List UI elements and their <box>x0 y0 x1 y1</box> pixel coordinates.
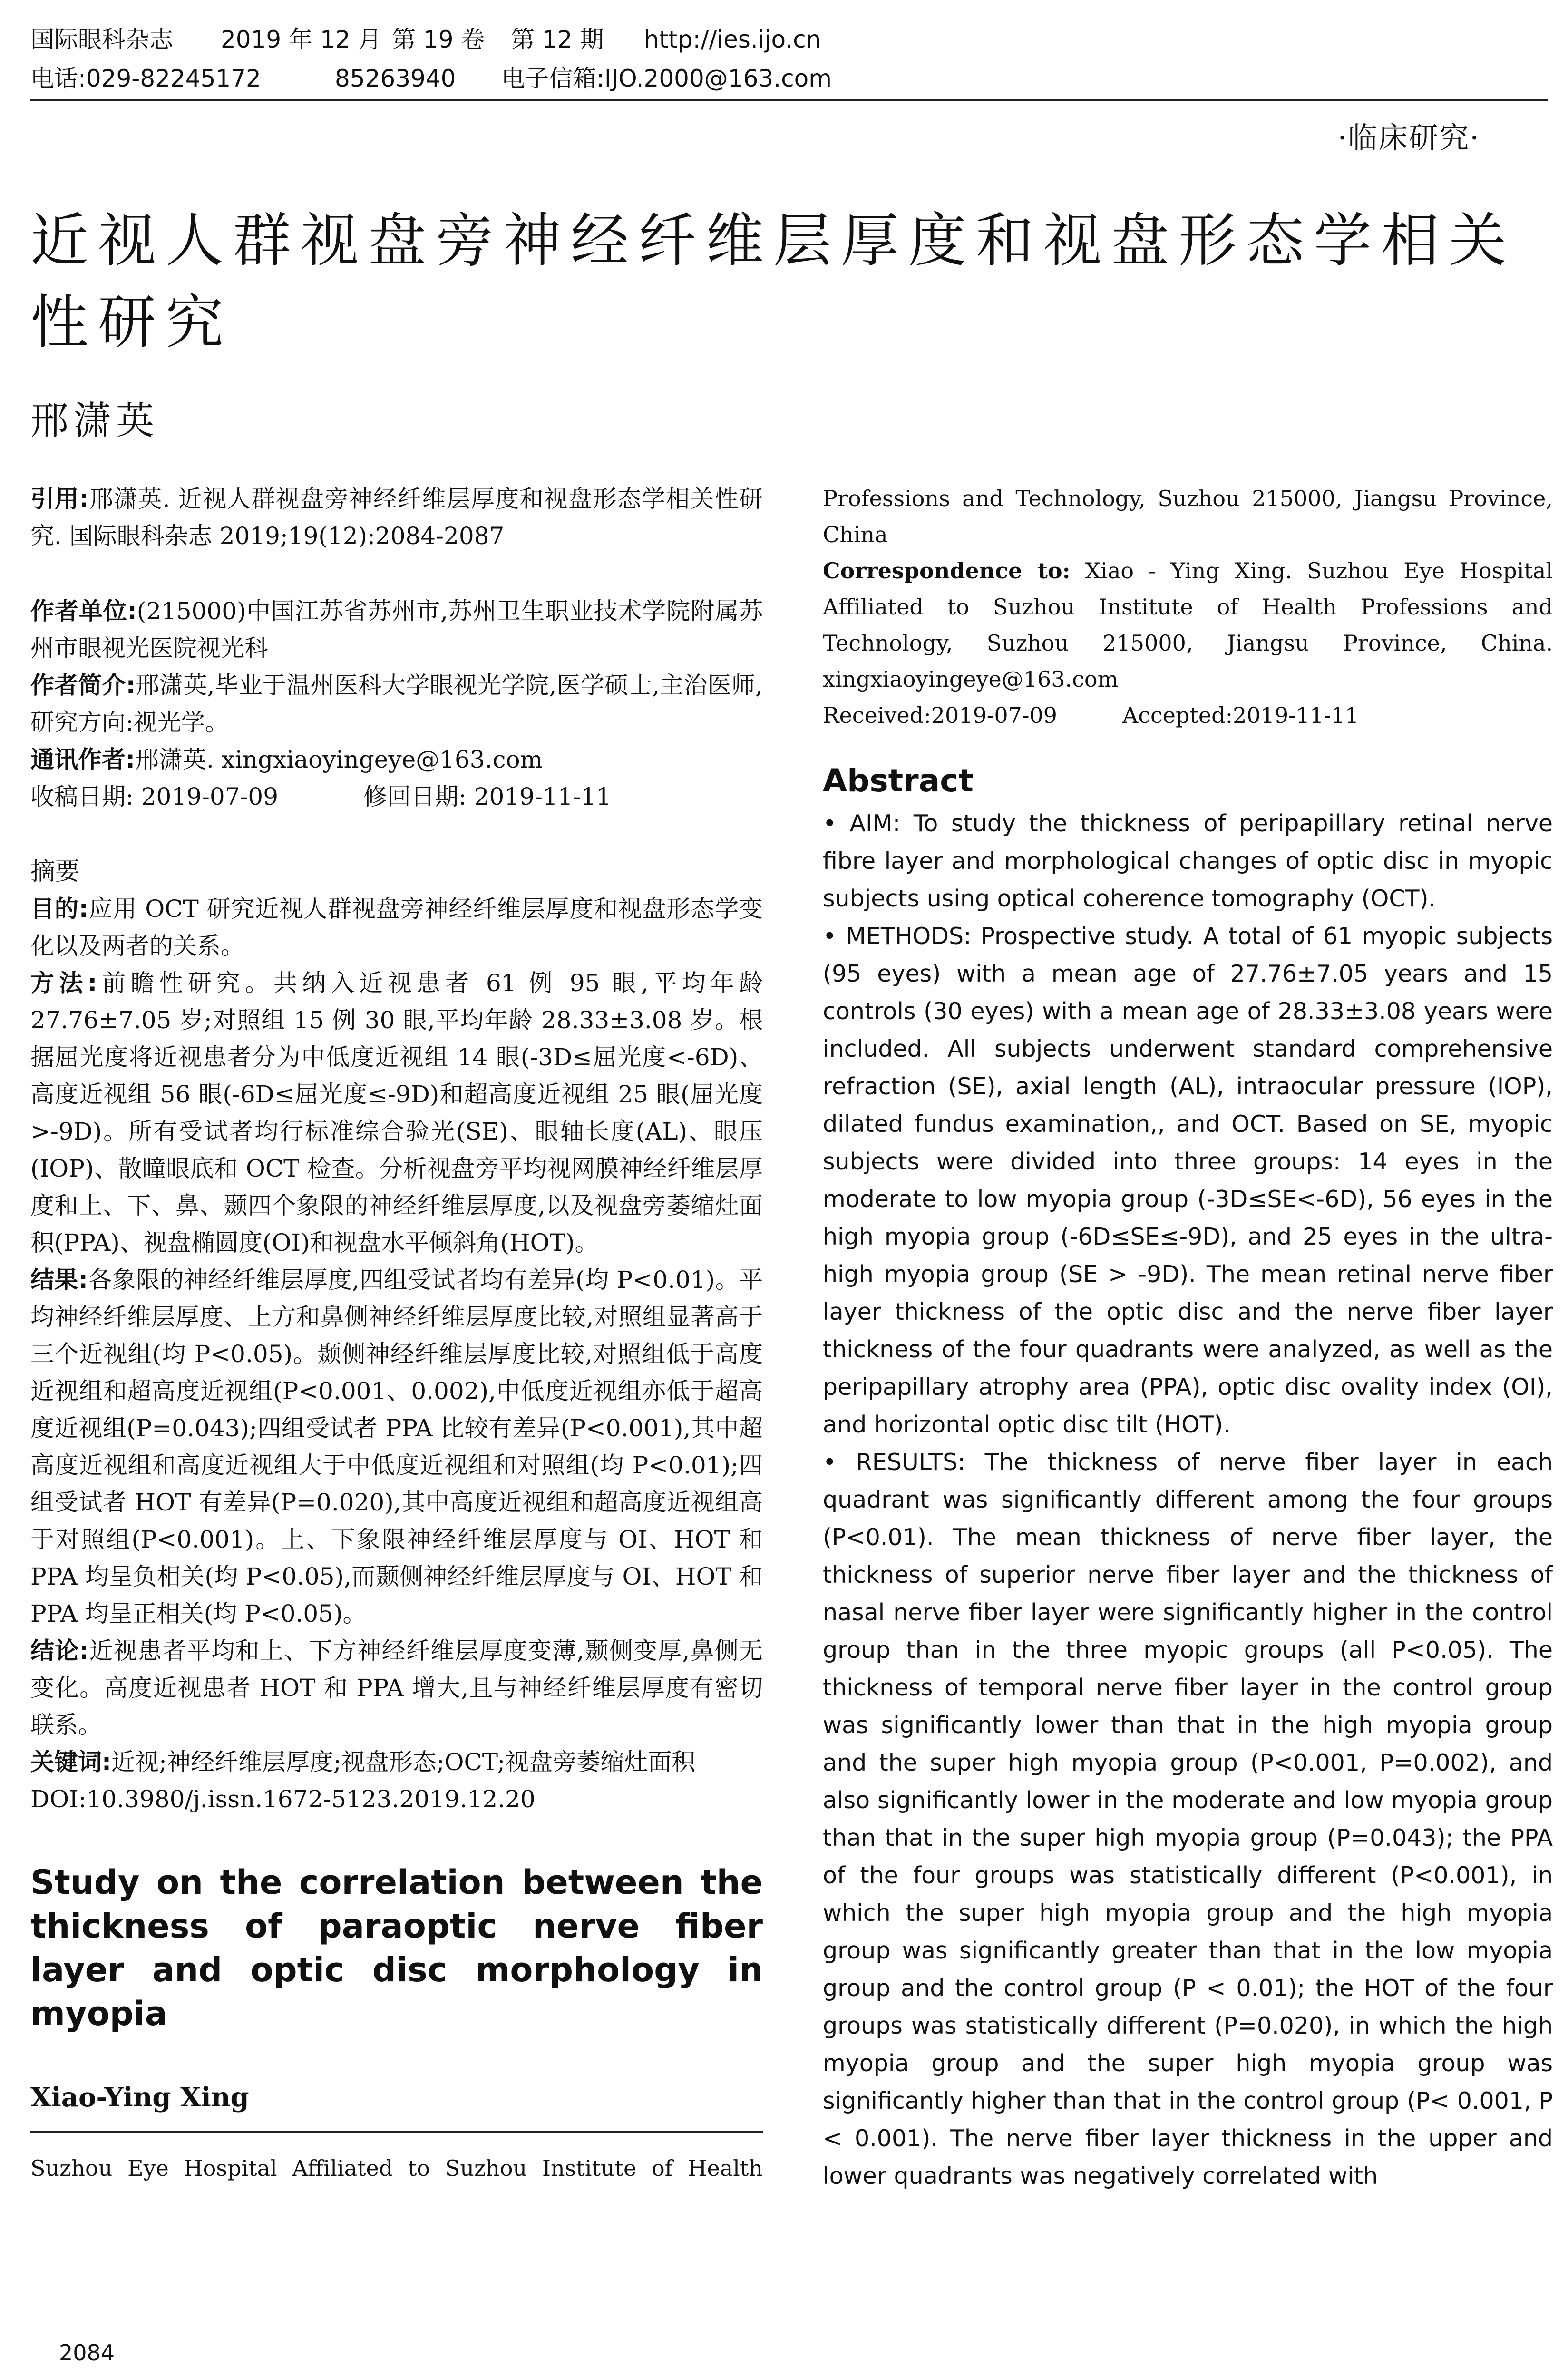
aim-label-cn: 目的: <box>30 895 88 923</box>
journal-header <box>30 20 1548 98</box>
article-title-cn: 近视人群视盘旁神经纤维层厚度和视盘形态学相关性研究 <box>30 207 1516 356</box>
doi[interactable]: DOI:10.3980/j.issn.1672-5123.2019.12.20 <box>30 1785 536 1813</box>
correspondence-en <box>823 553 1553 697</box>
accepted-en: Accepted:2019-11-11 <box>1122 702 1359 728</box>
conclusion-text-cn: 近视患者平均和上、下方神经纤维层厚度变薄,颞侧变厚,鼻侧无变化。高度近视患者 HOT 和 PPA 增大,且与神经纤维层厚度有密切联系。 <box>30 1637 763 1739</box>
left-column <box>30 480 763 2185</box>
corr-label-en: Correspondence to: <box>823 558 1071 584</box>
results-label-cn: 结果: <box>30 1266 88 1294</box>
header-divider <box>30 99 1548 101</box>
corr-text-cn: 邢潇英. xingxiaoyingeye@163.com <box>135 746 543 773</box>
right-column <box>823 480 1553 2195</box>
corr-text-en: Xiao - Ying Xing. Suzhou Eye Hospital Affiliated to Suzhou Institute of Health Professions and Technology, Suzhou 215000, Jiangsu Province, China. xingxiaoyingeye@163.com <box>823 558 1553 692</box>
volume: 第 19 卷 <box>392 26 485 53</box>
received-en: Received:2019-07-09 <box>823 702 1057 728</box>
bio-text: 邢潇英,毕业于温州医科大学眼视光学院,医学硕士,主治医师,研究方向:视光学。 <box>30 672 763 736</box>
journal-name: 国际眼科杂志 <box>30 26 173 53</box>
received-cn: 收稿日期: 2019-07-09 <box>30 783 279 810</box>
citation-text: 邢潇英. 近视人群视盘旁神经纤维层厚度和视盘形态学相关性研究. 国际眼科杂志 2019;19(12):2084-2087 <box>30 485 763 550</box>
abstract-cn-heading: 摘要 <box>30 857 80 886</box>
dates-cn <box>30 778 763 815</box>
phone: 电话:029-82245172 <box>30 65 261 92</box>
author-name-en: Xiao-Ying Xing <box>30 2082 249 2113</box>
keywords-text-cn: 近视;神经纤维层厚度;视盘形态;OCT;视盘旁萎缩灶面积 <box>111 1748 696 1776</box>
citation <box>30 480 763 555</box>
methods-en: • METHODS: Prospective study. A total of 61 myopic subjects (95 eyes) with a mean age of 27.76±7.05 years and 15 controls (30 eyes) with a mean age of 28.33±3.08 years were included. All subjects underwent standard comprehensive refraction (SE), axial length (AL), intraocular pressure (IOP), dilated fundus examination,, and OCT. Based on SE, myopic subjects were divided into three groups: 14 eyes in the moderate to low myopia group (-3D≤SE<-6D), 56 eyes in the high myopia group (-6D≤SE≤-9D), and 25 eyes in the ultra-high myopia group (SE > -9D). The mean retinal nerve fiber layer thickness of the optic disc and the nerve fiber layer thickness of the four quadrants were analyzed, as well as the peripapillary atrophy area (PPA), optic disc ovality index (OI), and horizontal optic disc tilt (HOT). <box>823 923 1553 1438</box>
results-text-cn: 各象限的神经纤维层厚度,四组受试者均有差异(均 P<0.01)。平均神经纤维层厚度、上方和鼻侧神经纤维层厚度比较,对照组显著高于三个近视组(均 P<0.05)。颞侧神经纤维层厚度比较,对照组低于高度近视组和超高度近视组(P<0.001、0.002),中低度近视组亦低于超高度近视组(P=0.043);四组受试者 PPA 比较有差异(P<0.001),其中超高度近视组和高度近视组大于中低度近视组和对照组(均 P<0.01);四组受试者 HOT 有差异(P=0.020),其中高度近视组和超高度近视组高于对照组(P<0.001)。上、下象限神经纤维层厚度与 OI、HOT 和 PPA 均呈负相关(均 P<0.05),而颞侧神经纤维层厚度与 OI、HOT 和 PPA 均呈正相关(均 P<0.05)。 <box>30 1266 763 1627</box>
dates-en <box>823 697 1553 733</box>
column-label: ·临床研究· <box>1337 120 1480 155</box>
methods-text-cn: 前瞻性研究。共纳入近视患者 61 例 95 眼,平均年龄 27.76±7.05 岁;对照组 15 例 30 眼,平均年龄 28.33±3.08 岁。根据屈光度将近视患者分为中低度近视组 14 眼(-3D≤屈光度<-6D)、高度近视组 56 眼(-6D≤屈光度≤-9D)和超高度近视组 25 眼(屈光度>-9D)。所有受试者均行标准综合验光(SE)、眼轴长度(AL)、眼压(IOP)、散瞳眼底和 OCT 检查。分析视盘旁平均视网膜神经纤维层厚度和上、下、鼻、颞四个象限的神经纤维层厚度,以及视盘旁萎缩灶面积(PPA)、视盘椭圆度(OI)和视盘水平倾斜角(HOT)。 <box>30 969 763 1257</box>
unit-label: 作者单位: <box>30 597 137 625</box>
header-row-2 <box>30 59 1548 98</box>
email[interactable]: 电子信箱:IJO.2000@163.com <box>501 65 832 92</box>
aim-en: • AIM: To study the thickness of peripapillary retinal nerve fibre layer and morphological changes of optic disc in myopic subjects using optical coherence tomography (OCT). <box>823 810 1553 912</box>
author-info <box>30 593 763 815</box>
abstract-heading-en: Abstract <box>823 762 974 799</box>
conclusion-label-cn: 结论: <box>30 1637 89 1665</box>
issue-number: 第 12 期 <box>511 26 604 53</box>
author-name-cn: 邢潇英 <box>30 399 159 443</box>
bio-label: 作者简介: <box>30 672 136 699</box>
keywords-label-cn: 关键词: <box>30 1748 111 1776</box>
abstract-cn <box>30 853 763 1818</box>
aim-text-cn: 应用 OCT 研究近视人群视盘旁神经纤维层厚度和视盘形态学变化以及两者的关系。 <box>30 895 763 960</box>
issue-date: 2019 年 12 月 <box>221 26 382 53</box>
unit-text: (215000)中国江苏省苏州市,苏州卫生职业技术学院附属苏州市眼视光医院视光科 <box>30 597 763 662</box>
header-row-1 <box>30 20 1548 59</box>
affiliation-en-line1: Suzhou Eye Hospital Affiliated to Suzhou Institute of Health <box>30 2155 763 2181</box>
results-en: • RESULTS: The thickness of nerve fiber layer in each quadrant was significantly different among the four groups (P<0.01). The mean thickness of nerve fiber layer, the thickness of superior nerve fiber layer and the thickness of nasal nerve fiber layer were significantly higher in the control group than in the three myopic groups (all P<0.05). The thickness of temporal nerve fiber layer in the control group was significantly lower than that in the high myopia group and the super high myopia group (P<0.001, P=0.002), and also significantly lower in the moderate and low myopia group than that in the super high myopia group (P=0.043); the PPA of the four groups was statistically different (P<0.001), in which the super high myopia group and the high myopia group was significantly greater than that in the low myopia group and the control group (P < 0.01); the HOT of the four groups was statistically different (P=0.020), in which the high myopia group and the super high myopia group was significantly higher than that in the control group (P< 0.001, P < 0.001). The nerve fiber layer thickness in the upper and lower quadrants was negatively correlated with <box>823 1449 1553 2190</box>
abstract-en <box>823 805 1553 2195</box>
article-title-en: Study on the correlation between the thickness of paraoptic nerve fiber layer and optic disc morphology in myopia <box>30 1863 763 2033</box>
affiliation-en-rest: Professions and Technology, Suzhou 215000, Jiangsu Province, China <box>823 486 1553 547</box>
journal-url[interactable]: http://ies.ijo.cn <box>644 26 821 53</box>
methods-label-cn: 方法: <box>30 969 97 997</box>
author-divider <box>30 2131 763 2133</box>
page-number: 2084 <box>59 2340 115 2366</box>
citation-label: 引用: <box>30 485 89 513</box>
corr-label-cn: 通讯作者: <box>30 746 135 773</box>
revised-cn: 修回日期: 2019-11-11 <box>363 783 612 810</box>
phone-2: 85263940 <box>335 65 456 92</box>
